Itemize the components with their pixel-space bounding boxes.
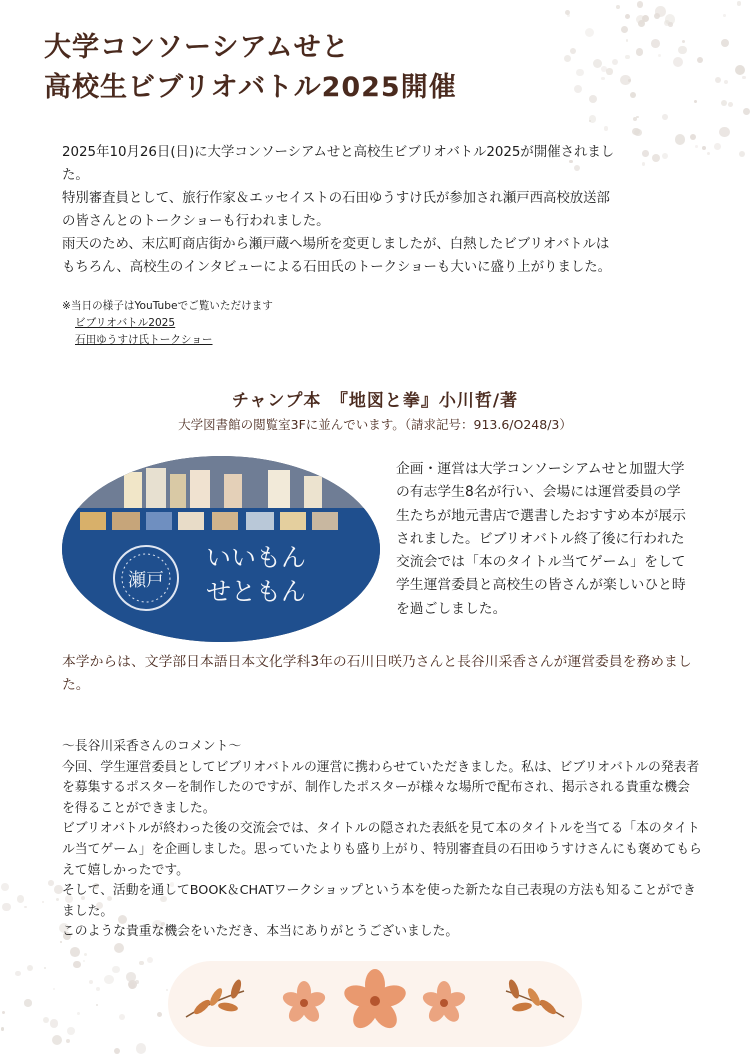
speckle-dot [739,151,745,157]
speckle-dot [43,1017,49,1023]
speckle-dot [721,39,729,47]
speckle-dot [626,39,629,42]
student-comment [62,737,702,943]
speckle-dot [70,947,80,957]
speckle-dot [723,14,726,17]
intro-text [62,141,622,279]
speckle-dot [2,1011,5,1014]
speckle-dot [96,987,100,991]
speckle-dot [50,1019,58,1027]
speckle-dot [1,1027,5,1031]
speckle-dot [1,883,9,891]
intro-paragraph: 雨天のため、末広町商店街から瀬戸蔵へ場所を変更しましたが、白熱したビブリオバトルはもちろん、高校生のインタビューによる石田氏のトークショーも大いに盛り上がりました。 [62,237,612,275]
speckle-dot [682,40,686,44]
speckle-dot [668,22,672,26]
speckle-dot [66,1039,71,1044]
speckle-dot [719,127,729,137]
speckle-dot [625,14,630,19]
speckle-dot [606,68,612,74]
link-talkshow-video[interactable]: 石田ゆうすけ氏トークショー [75,334,213,346]
speckle-dot [612,59,619,66]
speckle-dot [655,6,666,17]
comment-heading: ～長谷川采香さんのコメント～ [62,739,242,754]
speckle-dot [112,966,119,973]
speckle-dot [576,69,584,77]
speckle-dot [114,1048,120,1054]
speckle-dot [589,95,597,103]
page-title [44,28,457,108]
speckle-dot [642,150,649,157]
champion-book-heading: チャンプ本 『地図と拳』小川哲/著 [231,391,519,411]
leaf-branch-right-icon [506,978,564,1017]
speckle-dot [673,57,684,68]
flower-small-left-icon [281,981,327,1025]
speckle-dot [721,100,727,106]
speckle-dot [53,988,55,990]
comment-paragraph: そして、活動を通してBOOK＆CHATワークショップという本を使った新たな自己表現の方法も知ることができました。 [62,883,696,919]
speckle-dot [633,117,637,121]
champion-book-location: 大学図書館の閲覧室3Fに並んでいます。（請求記号：913.6/O248/3） [178,417,572,432]
speckle-dot [48,880,54,886]
leaf-branch-left-icon [186,978,244,1017]
speckle-dot [695,145,698,148]
youtube-note [62,298,273,349]
title-line-1: 大学コンソーシアムせと [44,32,350,63]
speckle-dot [737,1,741,5]
banner-line-2: せともん [205,577,307,606]
speckle-dot [129,982,136,989]
speckle-dot [625,55,629,59]
speckle-dot [570,48,576,54]
speckle-dot [589,115,597,123]
speckle-dot [77,1012,80,1015]
speckle-dot [678,46,686,54]
speckle-dot [84,953,87,956]
speckle-dot [601,66,607,72]
committee-members-text: 本学からは、文学部日本語日本文化学科3年の石川日咲乃さんと長谷川采香さんが運営委員を務めました。 [62,654,692,693]
speckle-dot [96,1004,98,1006]
speckle-dot [604,126,608,130]
speckle-dot [658,54,662,58]
speckle-dot [662,114,668,120]
speckle-dot [743,108,750,115]
speckle-dot [17,895,25,903]
speckle-dot [44,967,47,970]
speckle-dot [27,965,33,971]
speckle-dot [715,77,721,83]
comment-paragraph: 今回、学生運営委員としてビブリオバトルの運営に携わらせていただきました。私は、ビブリオバトルの発表者を募集するポスターを制作したのですが、制作したポスターが様々な場所で配布され、掲示される貴重な機会を得ることができました。 [62,759,700,816]
speckle-dot [574,85,582,93]
intro-paragraph: 2025年10月26日(日)に大学コンソーシアムせと高校生ビブリオバトル2025が開催されました。 [62,145,615,183]
event-photo [62,456,380,642]
speckle-dot [147,957,153,963]
speckle-dot [157,1012,162,1017]
speckle-dot [675,134,685,144]
speckle-dot [616,5,620,9]
flower-large-center-icon [341,969,408,1033]
logo-text: 瀬戸 [128,570,164,591]
speckle-dot [564,55,571,62]
speckle-dot [2,903,10,911]
speckle-dot [707,152,710,155]
speckle-dot [42,901,44,903]
speckle-dot [714,143,721,150]
speckle-dot [690,134,696,140]
comment-paragraph: ビブリオバトルが終わった後の交流会では、タイトルの隠された表紙を見て本のタイトルを当てる「本のタイトル当てゲーム」を企画しました。思っていたよりも盛り上がり、特別審査員の石田ゆうすけさんにも褒めてもらえて嬉しかったです。 [62,821,702,878]
link-bibliobattle-video[interactable]: ビブリオバトル2025 [75,317,176,329]
speckle-dot [694,100,697,103]
speckle-dot [724,80,728,84]
speckle-dot [114,943,124,953]
speckle-dot [585,28,594,37]
flower-small-right-icon [421,981,467,1025]
speckle-dot [139,961,144,966]
speckle-dot [742,76,746,80]
speckle-dot [662,153,668,159]
speckle-dot [702,146,706,150]
speckle-dot [735,65,745,75]
speckle-dot [56,898,59,901]
speckle-dot [601,77,604,80]
comment-paragraph: このような貴重な機会をいただき、本当にありがとうございました。 [62,924,459,940]
title-line-2: 高校生ビブリオバトル2025開催 [44,72,457,103]
speckle-dot [67,1027,75,1035]
speckle-dot [652,154,660,162]
speckle-dot [651,39,660,48]
speckle-dot [135,980,139,984]
book-display-illustration [62,456,380,642]
speckle-dot [24,999,31,1006]
speckle-dot [636,48,643,55]
speckle-dot [642,162,645,165]
youtube-note-text: ※当日の様子はYouTubeでご覧いただけます [62,300,273,312]
speckle-dot [119,1014,125,1020]
event-description: 企画・運営は大学コンソーシアムせと加盟大学の有志学生8名が行い、会場には運営委員の学生たちが地元書店で選書したおすすめ本が展示されました。ビブリオバトル終了後に行われた交流会では「本のタイトル当てゲーム」をして学生運営委員と高校生の皆さんが楽しいひと時を過ごしました。 [396,461,686,617]
speckle-dot [15,971,20,976]
speckle-dot [728,102,733,107]
speckle-dot [628,79,630,81]
footer-ornament [168,961,582,1047]
speckle-dot [621,26,628,33]
banner-line-1: いいもん [205,543,307,572]
speckle-dot [637,1,643,7]
speckle-dot [630,92,636,98]
intro-paragraph: 特別審査員として、旅行作家＆エッセイストの石田ゆうすけ氏が参加され瀬戸西高校放送部の皆さんとのトークショーも行われました。 [62,191,610,229]
speckle-dot [73,961,81,969]
speckle-dot [83,960,85,962]
speckle-dot [104,975,113,984]
speckle-dot [24,906,27,909]
speckle-dot [697,57,703,63]
speckle-dot [89,980,93,984]
speckle-dot [52,1035,63,1046]
speckle-dot [136,1043,147,1054]
